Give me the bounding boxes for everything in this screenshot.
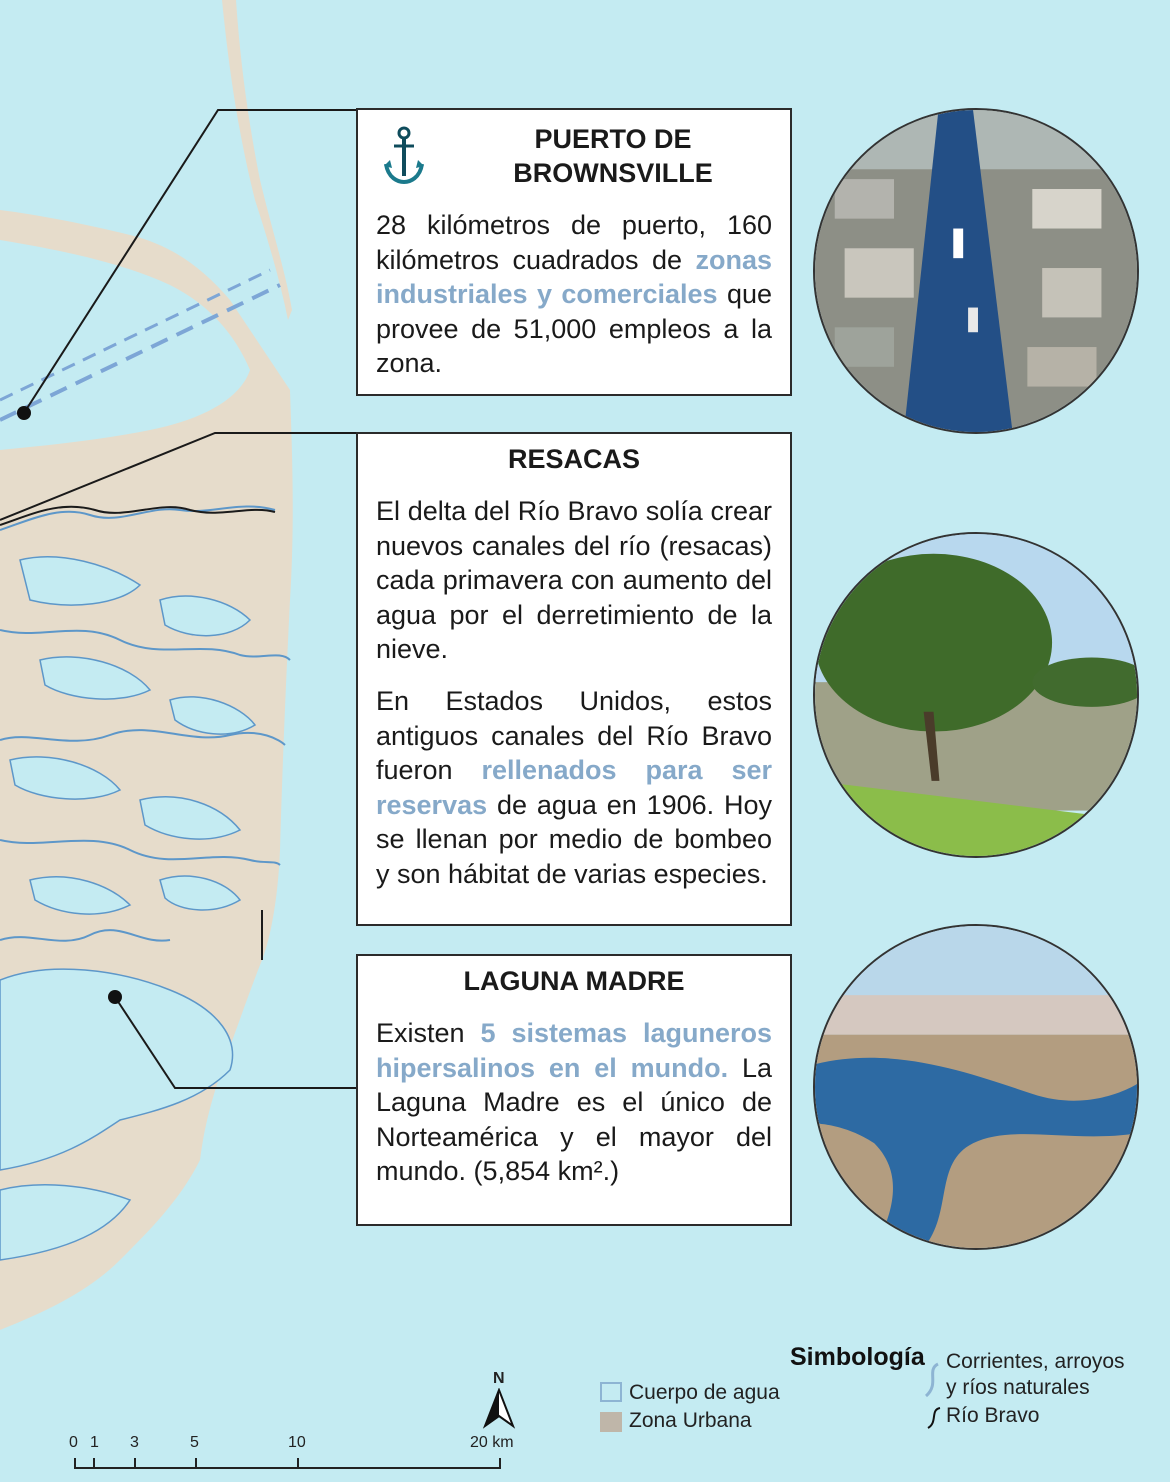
puerto-text-a: 28 kilómetros de puerto, 160 kilómetros cuadrados de xyxy=(376,210,772,275)
land-barrier-island xyxy=(222,0,292,320)
scale-tick-1: 1 xyxy=(90,1434,99,1451)
laguna-marker xyxy=(108,990,122,1004)
water-swatch xyxy=(600,1382,622,1402)
laguna-text xyxy=(376,1016,772,1189)
puerto-text-highlight: zonas industriales y comerciales xyxy=(376,244,772,309)
resacas-para1: El delta del Río Bravo solía crear nuevos canales del río (resacas) cada primavera con aumento del agua por el derretimiento de la nieve. xyxy=(376,496,772,664)
river-swatch xyxy=(922,1404,946,1432)
laguna-text-b: La Laguna Madre es el único de Norteamérica y el mayor del mundo. (5,854 km².) xyxy=(376,1052,772,1186)
resacas-box xyxy=(356,432,792,926)
scale-tick-20: 20 km xyxy=(470,1434,514,1451)
puerto-text-b: que provee de 51,000 empleos a la zona. xyxy=(376,279,772,378)
legend-title: Simbología xyxy=(790,1343,925,1371)
scale-tick-3: 3 xyxy=(130,1434,139,1451)
scale-tick-0: 0 xyxy=(69,1434,78,1451)
legend-water: Cuerpo de agua xyxy=(629,1381,780,1404)
laguna-photo xyxy=(813,924,1139,1250)
resacas-para2-b: de agua en 1906. Hoy se llenan por medio de bombeo y son hábitat de varias especies. xyxy=(376,789,772,889)
puerto-marker xyxy=(17,406,31,420)
puerto-title-2: BROWNSVILLE xyxy=(513,158,713,188)
laguna-text-a: Existen xyxy=(376,1018,481,1048)
laguna-title: LAGUNA MADRE xyxy=(463,966,685,996)
laguna-box xyxy=(356,954,792,1226)
resaca-photo xyxy=(813,532,1139,858)
urban-swatch xyxy=(600,1412,622,1432)
scale-tick-5: 5 xyxy=(190,1434,199,1451)
resacas-title: RESACAS xyxy=(507,444,641,474)
stream-swatch xyxy=(920,1360,944,1400)
laguna-text-highlight: 5 sistemas laguneros hipersalinos en el mundo. xyxy=(376,1018,772,1083)
puerto-title-1: PUERTO DE xyxy=(534,124,692,154)
north-arrow-icon xyxy=(482,1388,516,1430)
north-label: N xyxy=(493,1370,505,1387)
port-photo xyxy=(813,108,1139,434)
legend-streams-1: Corrientes, arroyos xyxy=(946,1350,1125,1373)
anchor-icon xyxy=(382,126,426,186)
puerto-box xyxy=(356,108,792,396)
legend-river: Río Bravo xyxy=(946,1404,1040,1427)
scale-tick-10: 10 xyxy=(288,1434,306,1451)
puerto-text xyxy=(376,208,772,381)
resacas-para2-a: En Estados Unidos, estos antiguos canales del Río Bravo fueron xyxy=(376,686,772,785)
resacas-para2 xyxy=(376,684,772,891)
legend-streams-2: y ríos naturales xyxy=(946,1376,1090,1399)
legend-urban: Zona Urbana xyxy=(629,1409,752,1432)
resacas-para2-highlight: rellenados para ser reservas xyxy=(376,755,772,820)
